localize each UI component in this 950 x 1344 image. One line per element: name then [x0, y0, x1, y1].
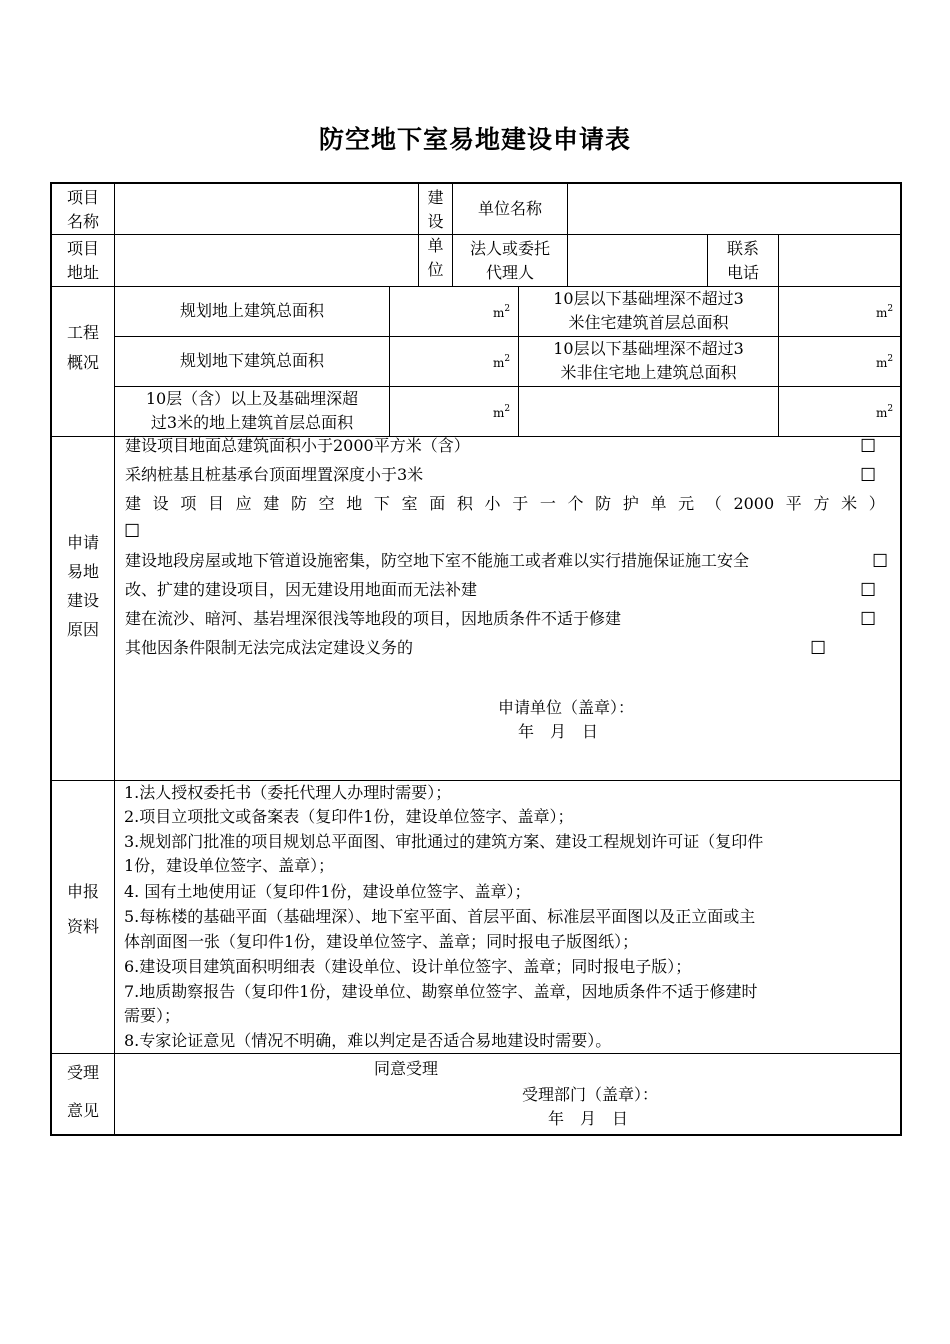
project-name-label: 项目 名称	[66, 188, 99, 231]
below-ground-area-label: 规划地下建筑总面积	[179, 351, 324, 370]
reason-item-2: 采纳桩基且桩基承台顶面埋置深度小于3米	[125, 465, 424, 484]
documents-label: 申报 资料	[66, 882, 99, 936]
reason-1-checkbox[interactable]: ☐	[860, 436, 877, 457]
reason-item-7: 其他因条件限制无法完成法定建设义务的	[125, 638, 414, 657]
row-divider	[114, 336, 902, 337]
reason-item-5: 改、扩建的建设项目，因无建设用地面而无法补建	[125, 580, 478, 599]
overview-label: 工程 概况	[66, 323, 99, 372]
document-line: 3.规划部门批准的项目规划总平面图、审批通过的建筑方案、建设工程规划许可证（复印件	[124, 832, 764, 851]
document-line: 4. 国有土地使用证（复印件1份，建设单位签字、盖章）；	[124, 882, 531, 901]
document-line: 2.项目立项批文或备案表（复印件1份，建设单位签字、盖章）；	[124, 807, 574, 826]
row-divider	[50, 234, 902, 235]
unit-square-meter: $m^2$	[493, 304, 511, 320]
document-line: 体剖面图一张（复印件1份，建设单位签字、盖章；同时报电子版图纸）；	[124, 932, 639, 951]
document-line: 1.法人授权委托书（委托代理人办理时需要）；	[124, 783, 452, 802]
column-divider	[114, 182, 115, 1136]
document-line: 6.建设项目建筑面积明细表（建设单位、设计单位签字、盖章；同时报电子版）；	[124, 957, 692, 976]
document-line: 5.每栋楼的基础平面（基础埋深）、地下室平面、首层平面、标准层平面图以及正立面或主	[124, 907, 756, 926]
reasons-label: 申请 易地 建设 原因	[66, 533, 99, 639]
reason-4-checkbox[interactable]: ☐	[872, 551, 889, 572]
applicant-date: 年 月 日	[518, 722, 599, 741]
reason-item-6: 建在流沙、暗河、基岩埋深很浅等地段的项目，因地质条件不适于修建	[125, 609, 622, 628]
acceptance-agree: 同意受理	[374, 1059, 439, 1078]
reason-item-1: 建设项目地面总建筑面积小于2000平方米（含）	[125, 436, 470, 455]
column-divider	[389, 286, 390, 436]
acceptance-label: 受理 意见	[66, 1063, 99, 1120]
unit-name-label: 单位名称	[477, 199, 542, 218]
acceptance-date: 年 月 日	[548, 1109, 629, 1128]
reason-5-checkbox[interactable]: ☐	[860, 580, 877, 601]
reason-6-checkbox[interactable]: ☐	[860, 609, 877, 630]
residential-first-floor-area-label: 10层以下基础埋深不超过3 米住宅建筑首层总面积	[553, 289, 744, 332]
reason-7-checkbox[interactable]: ☐	[810, 638, 827, 659]
unit-square-meter: $m^2$	[876, 354, 894, 370]
contact-phone-label: 联系 电话	[726, 239, 759, 282]
document-line: 1份，建设单位签字、盖章）；	[124, 856, 335, 875]
unit-square-meter: $m^2$	[876, 304, 894, 320]
legal-representative-label: 法人或委托 代理人	[469, 239, 550, 282]
reason-3-checkbox[interactable]: ☐	[124, 521, 141, 542]
above-ground-area-label: 规划地上建筑总面积	[179, 301, 324, 320]
document-line: 7.地质勘察报告（复印件1份，建设单位、勘察单位签字、盖章，因地质条件不适于修建时	[124, 982, 758, 1001]
reason-item-3: 建 设 项 目 应 建 防 空 地 下 室 面 积 小 于 一 个 防 护 单 元 （ 2000 平 方 米 ）	[125, 494, 885, 513]
reason-item-4: 建设地段房屋或地下管道设施密集，防空地下室不能施工或者难以实行措施保证施工安全	[125, 551, 750, 570]
unit-square-meter: $m^2$	[493, 354, 511, 370]
reason-2-checkbox[interactable]: ☐	[860, 465, 877, 486]
acceptance-dept-seal: 受理部门（盖章）：	[522, 1085, 659, 1104]
document-line: 8.专家论证意见（情况不明确，难以判定是否适合易地建设时需要）。	[124, 1031, 612, 1050]
applicant-seal-label: 申请单位（盖章）：	[498, 698, 635, 717]
document-line: 需要）；	[124, 1006, 181, 1025]
builder-label: 建 设 单 位	[427, 188, 444, 279]
unit-square-meter: $m^2$	[876, 404, 894, 420]
project-address-label: 项目 地址	[66, 239, 99, 282]
row-divider	[50, 1053, 902, 1054]
page-title: 防空地下室易地建设申请表	[318, 125, 631, 154]
unit-square-meter: $m^2$	[493, 404, 511, 420]
column-divider	[778, 286, 779, 436]
non-residential-area-label: 10层以下基础埋深不超过3 米非住宅地上建筑总面积	[553, 339, 744, 382]
ten-floor-area-label: 10层（含）以上及基础埋深超 过3米的地上建筑首层总面积	[145, 389, 359, 432]
column-divider	[567, 182, 568, 286]
column-divider	[778, 234, 779, 286]
